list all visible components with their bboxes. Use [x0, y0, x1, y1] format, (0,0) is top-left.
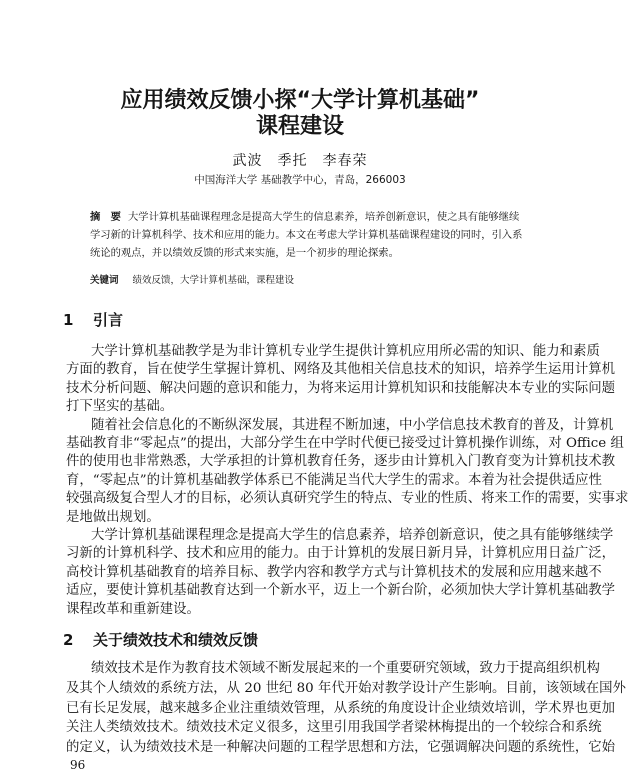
section-title: 引言: [93, 311, 124, 329]
paragraph-line: 随着社会信息化的不断纵深发展，其进程不断加速，中小学信息技术教育的普及，计算机: [91, 417, 614, 433]
paragraph-line: 绩效技术是作为教育技术领域不断发展起来的一个重要研究领域，致力于提高组织机构: [91, 661, 600, 676]
paragraph-line: 大学计算机基础教学是为非计算机专业学生提供计算机应用所必需的知识、能力和素质: [91, 344, 600, 359]
section-number: 2: [63, 631, 74, 649]
paper-title-line-1: 应用绩效反馈小探“大学计算机基础”: [120, 88, 480, 113]
paragraph-line: 技术分析问题、解决问题的意识和能力，为将来运用计算机知识和技能解决本专业的实际问题: [66, 380, 616, 396]
paragraph-line: 关注人类绩效技术。绩效技术定义很多，这里引用我国学者梁林梅提出的一个较综合和系统: [66, 720, 602, 736]
section-title: 关于绩效技术和绩效反馈: [93, 631, 259, 649]
section-heading-2: [63, 629, 258, 650]
paragraph-line: 育，“零起点”的计算机基础教学体系已不能满足当代大学生的需求。本着为社会提供适应性: [66, 472, 602, 488]
paragraph-line: 较强高级复合型人才的目标，必须认真研究学生的特点、专业的性质、将来工作的需要，实事求: [66, 491, 628, 507]
paragraph-line: 课程改革和重新建设。: [66, 601, 200, 617]
paragraph-line: 及其个人绩效的系统方法，从 20 世纪 80 年代开始对教学设计产生影响。目前，该领域在国外: [66, 680, 626, 696]
paragraph-line: 件的使用也非常熟悉，大学承担的计算机教育任务，逐步由计算机入门教育变为计算机技术教: [66, 454, 616, 470]
paragraph-line: 是地做出规划。: [66, 509, 160, 525]
abstract-label: 摘 要: [90, 211, 121, 223]
paragraph-line: 基础教育非“零起点”的提出，大部分学生在中学时代便已接受过计算机操作训练，对 Office 组: [66, 436, 624, 451]
keywords-label: 关键词: [90, 275, 119, 286]
paragraph-line: 适应，要使计算机基础教育达到一个新水平，迈上一个新台阶，必须加快大学计算机基础教学: [66, 583, 616, 599]
paper-title-line-2: 课程建设: [255, 114, 344, 139]
paragraph-line: 大学计算机基础课程理念是提高大学生的信息素养，培养创新意识，使之具有能够继续学: [91, 528, 614, 543]
paragraph-line: 习新的计算机科学、技术和应用的能力。由于计算机的发展日新月异，计算机应用日益广泛，: [66, 546, 616, 562]
section-heading-1: [63, 309, 123, 330]
paragraph-line: 方面的教育，旨在使学生掌握计算机、网络及其他相关信息技术的知识，培养学生运用计算机: [66, 362, 616, 378]
keywords: [90, 272, 294, 286]
page-number: 96: [70, 758, 86, 772]
paragraph-line: 已有长足发展，越来越多企业注重绩效管理，从系统的角度设计企业绩效培训，学术界也更加: [66, 700, 616, 716]
section-number: 1: [63, 311, 74, 329]
abstract-line: 大学计算机基础课程理念是提高大学生的信息素养，培养创新意识，使之具有能够继续: [128, 211, 520, 223]
authors: 武波 季托 李春荣: [232, 153, 368, 169]
paragraph-line: 打下坚实的基础。: [66, 399, 174, 415]
paragraph-line: 高校计算机基础教育的培养目标、教学内容和教学方式与计算机技术的发展和应用越来越不: [66, 564, 602, 580]
paragraph-line: 的定义，认为绩效技术是一种解决问题的工程学思想和方法，它强调解决问题的系统性，它始: [66, 740, 616, 756]
keywords-value: 绩效反馈，大学计算机基础，课程建设: [132, 275, 295, 286]
abstract-line: 学习新的计算机科学、技术和应用的能力。本文在考虑大学计算机基础课程建设的同时，引入系: [90, 229, 523, 241]
affiliation: 中国海洋大学 基础教学中心，青岛，266003: [194, 174, 406, 186]
abstract-line: 统论的观点，并以绩效反馈的形式来实施，是一个初步的理论探索。: [90, 247, 399, 259]
